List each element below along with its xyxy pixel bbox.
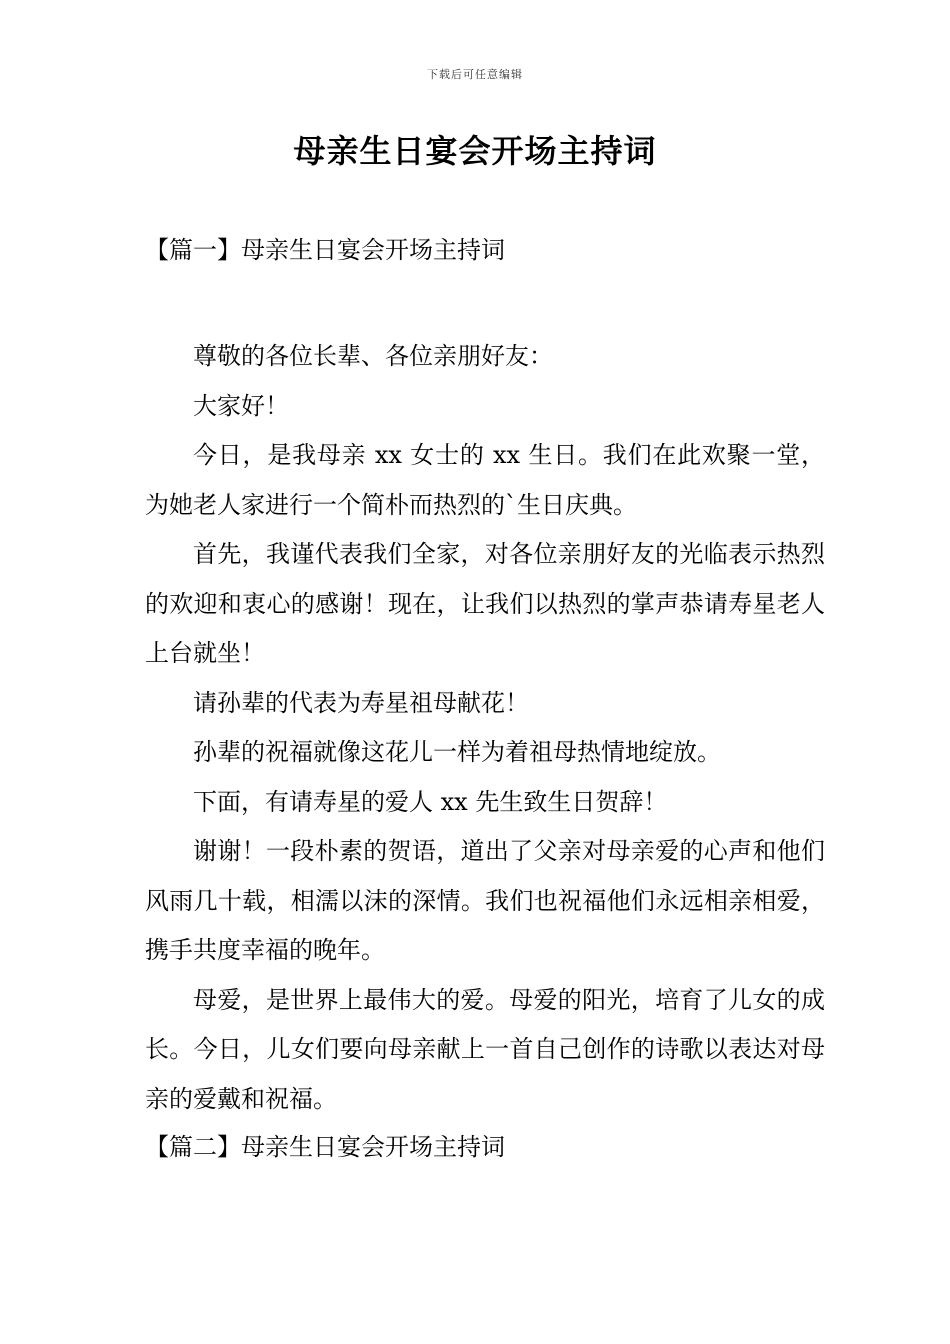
header-note: 下载后可任意编辑 [427,68,523,81]
document-body [145,332,825,1124]
section-heading-1: 【篇一】母亲生日宴会开场主持词 [145,236,505,264]
paragraph-4: 首先，我谨代表我们全家，对各位亲朋好友的光临表示热烈的欢迎和衷心的感谢！现在，让我们以热烈的掌声恭请寿星老人上台就坐！ [145,540,825,667]
paragraph-8: 谢谢！一段朴素的贺语，道出了父亲对母亲爱的心声和他们风雨几十载，相濡以沫的深情。我们也祝福他们永远相亲相爱，携手共度幸福的晚年。 [145,837,825,964]
document-title: 母亲生日宴会开场主持词 [293,132,657,170]
paragraph-7: 下面，有请寿星的爱人 xx 先生致生日贺辞！ [193,787,668,816]
paragraph-2: 大家好！ [193,391,289,420]
paragraph-5: 请孙辈的代表为寿星祖母献花！ [193,688,529,717]
section-heading-2: 【篇二】母亲生日宴会开场主持词 [145,1133,505,1161]
paragraph-3: 今日，是我母亲 xx 女士的 xx 生日。我们在此欢聚一堂，为她老人家进行一个简朴而热烈的`生日庆典。 [145,441,825,519]
paragraph-1: 尊敬的各位长辈、各位亲朋好友： [193,342,553,370]
paragraph-9: 母爱，是世界上最伟大的爱。母爱的阳光，培育了儿女的成长。今日，儿女们要向母亲献上一首自己创作的诗歌以表达对母亲的爱戴和祝福。 [145,985,825,1113]
paragraph-6: 孙辈的祝福就像这花儿一样为着祖母热情地绽放。 [193,738,721,766]
